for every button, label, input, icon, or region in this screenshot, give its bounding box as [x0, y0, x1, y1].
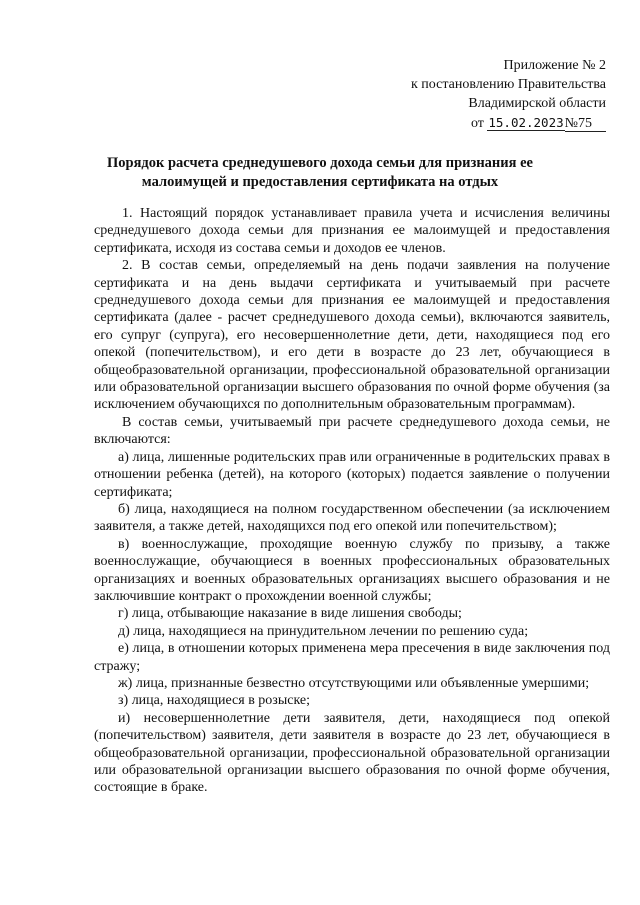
appendix-number: Приложение № 2: [503, 58, 606, 73]
resolution-date: 15.02.2023: [488, 115, 564, 130]
paragraph-exclusions-intro: В состав семьи, учитываемый при расчете среднедушевого дохода семьи, не включаются:: [94, 414, 610, 448]
list-item-e: е) лица, в отношении которых применена мера пресечения в виде заключения под стражу;: [94, 641, 610, 674]
list-item-b: б) лица, находящиеся на полном государственном обеспечении (за исключением заявителя, а также детей, находящихся под его опекой или попечительством);: [94, 501, 610, 535]
list-item-a: а) лица, лишенные родительских прав или ограниченные в родительских правах в отношении ребенка (детей), на которого (которых) подается заявление о получении сертификата;: [94, 449, 610, 500]
title-line-1: Порядок расчета среднедушевого дохода семьи для признания ее: [106, 155, 533, 171]
appendix-header: [380, 56, 606, 133]
list-item-i: и) несовершеннолетние дети заявителя, дети, находящиеся под опекой (попечительством) заявителя, дети заявителя в возрасте до 23 лет, обучающиеся в общеобразовательной организации, профессиональной образовательной организации или образовательной организации высшего образования по очной форме обучения, состоящие в браке.: [94, 710, 610, 796]
list-item-zh: ж) лица, признанные безвестно отсутствующими или объявленные умершими;: [118, 675, 590, 691]
paragraph-1: 1. Настоящий порядок устанавливает правила учета и исчисления величины среднедушевого дохода семьи для признания ее малоимущей и предоставления сертификата, исходя из состава семьи и доходов ее членов.: [94, 206, 610, 256]
title-line-2: малоимущей и предоставления сертификата на отдых: [141, 174, 499, 190]
list-item-v: в) военнослужащие, проходящие военную службу по призыву, а также военнослужащие, обучающиеся в военных профессиональных образовательных организациях и военных образовательных организациях высшего образования и не заключившие контракт о прохождении военной службы;: [94, 536, 610, 604]
appendix-resolution: к постановлению Правительства: [410, 77, 606, 92]
list-item-g: г) лица, отбывающие наказание в виде лишения свободы;: [118, 606, 462, 622]
document-title: [100, 154, 540, 192]
document-body: [94, 205, 610, 797]
paragraph-2: 2. В состав семьи, определяемый на день подачи заявления на получение сертификата и на день выдачи сертификата и учитываемый при расчете среднедушевого дохода семьи для признания ее малоимущей и предоставления сертификата (далее - расчет среднедушевого дохода семьи), включаются заявитель, его супруг (супруга), его несовершеннолетние дети, дети, находящиеся под его опекой (попечительством), и его дети в возрасте до 23 лет, обучающиеся в общеобразовательной организации, профессиональной образовательной организации или образовательной организации высшего образования по очной форме обучения (за исключением обучающихся по дополнительным образовательным программам).: [94, 258, 610, 413]
resolution-number: №75: [565, 116, 606, 132]
appendix-date-line: [380, 113, 606, 133]
appendix-region: Владимирской области: [468, 96, 606, 111]
list-item-z: з) лица, находящиеся в розыске;: [118, 693, 311, 709]
date-prefix: от: [470, 116, 484, 131]
list-item-d: д) лица, находящиеся на принудительном лечении по решению суда;: [118, 623, 529, 639]
